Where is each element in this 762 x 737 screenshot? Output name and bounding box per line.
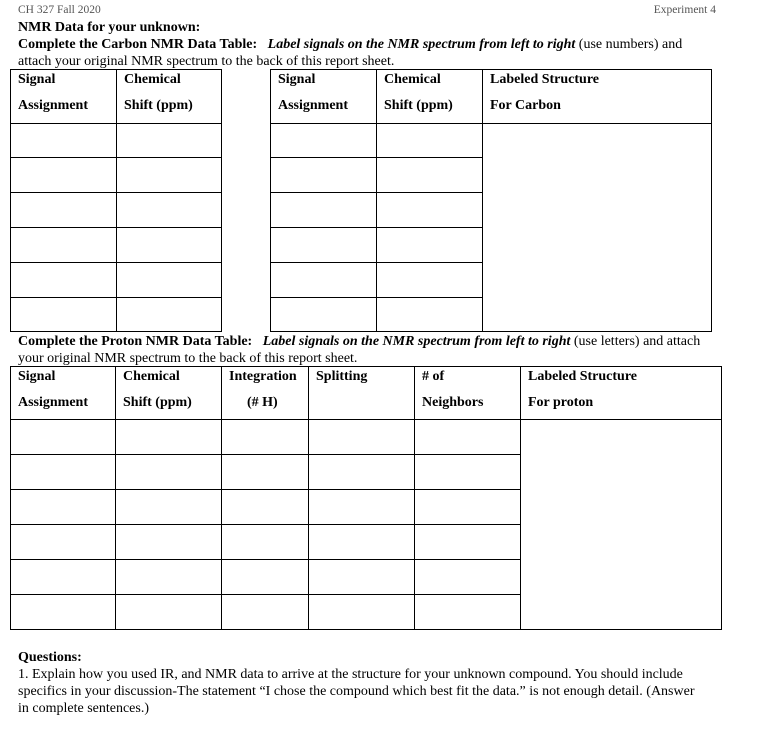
carbon-left-chemical-header: Chemical: [124, 72, 181, 87]
proton-integration-cell[interactable]: [221, 419, 309, 455]
carbon-right-shift-cell[interactable]: [376, 227, 483, 263]
carbon-right-assignment-header: Assignment: [278, 98, 349, 113]
carbon-left-shift-cell[interactable]: [116, 192, 222, 228]
carbon-left-assignment-header: Assignment: [18, 98, 89, 113]
carbon-right-signal-cell[interactable]: [270, 123, 377, 158]
proton-signal-cell[interactable]: [10, 524, 116, 560]
proton-shift-cell[interactable]: [115, 419, 222, 455]
proton-neighbors-cell[interactable]: [414, 419, 521, 455]
carbon-left-shift-cell[interactable]: [116, 262, 222, 298]
proton-integration-cell[interactable]: [221, 489, 309, 525]
carbon-left-signal-cell[interactable]: [10, 157, 117, 193]
proton-signal-cell[interactable]: [10, 489, 116, 525]
proton-shift-cell[interactable]: [115, 524, 222, 560]
carbon-right-shift-cell[interactable]: [376, 297, 483, 332]
carbon-left-signal-cell[interactable]: [10, 123, 117, 158]
experiment-label: Experiment 4: [653, 4, 716, 16]
proton-header-divider-1: [115, 366, 116, 420]
proton-neighbors-cell[interactable]: [414, 489, 521, 525]
carbon-right-shift-cell[interactable]: [376, 192, 483, 228]
proton-integration-header: Integration: [229, 369, 297, 384]
carbon-left-signal-cell[interactable]: [10, 262, 117, 298]
proton-splitting-cell[interactable]: [308, 454, 415, 490]
proton-neighbors-cell[interactable]: [414, 594, 521, 630]
proton-shift-cell[interactable]: [115, 594, 222, 630]
page-title: NMR Data for your unknown:: [18, 20, 201, 35]
proton-neighbors-cell[interactable]: [414, 559, 521, 595]
proton-instruction-bold: Complete the Proton NMR Data Table:: [18, 334, 253, 349]
proton-instruction-rest: (use letters) and attach: [570, 334, 701, 349]
carbon-left-shift-cell[interactable]: [116, 157, 222, 193]
proton-splitting-header: Splitting: [316, 369, 368, 384]
question-1-line-1: 1. Explain how you used IR, and NMR data to arrive at the structure for your unknown compound. You should include: [18, 667, 683, 682]
carbon-right-shift-header: Shift (ppm): [384, 98, 453, 113]
carbon-left-signal-cell[interactable]: [10, 227, 117, 263]
carbon-right-signal-cell[interactable]: [270, 262, 377, 298]
proton-header-divider-2: [221, 366, 222, 420]
proton-for-proton-header: For proton: [528, 395, 594, 410]
proton-splitting-cell[interactable]: [308, 489, 415, 525]
proton-chemical-header: Chemical: [123, 369, 180, 384]
proton-splitting-cell[interactable]: [308, 524, 415, 560]
carbon-left-signal-header: Signal: [18, 72, 56, 87]
proton-shift-cell[interactable]: [115, 454, 222, 490]
proton-signal-cell[interactable]: [10, 594, 116, 630]
proton-splitting-cell[interactable]: [308, 594, 415, 630]
proton-signal-header: Signal: [18, 369, 56, 384]
proton-header-divider-5: [520, 366, 521, 420]
carbon-right-shift-cell[interactable]: [376, 157, 483, 193]
carbon-right-signal-cell[interactable]: [270, 192, 377, 228]
proton-integration-cell[interactable]: [221, 594, 309, 630]
questions-heading: Questions:: [18, 650, 82, 665]
carbon-right-header-divider-2: [482, 69, 483, 124]
proton-shift-header: Shift (ppm): [123, 395, 192, 410]
proton-instruction: [18, 334, 700, 350]
carbon-left-signal-cell[interactable]: [10, 192, 117, 228]
carbon-structure-area[interactable]: [482, 123, 712, 332]
proton-structure-area[interactable]: [520, 419, 722, 630]
carbon-instruction-line2: attach your original NMR spectrum to the back of this report sheet.: [18, 54, 395, 69]
proton-splitting-cell[interactable]: [308, 419, 415, 455]
proton-integration-cell[interactable]: [221, 524, 309, 560]
carbon-left-shift-header: Shift (ppm): [124, 98, 193, 113]
proton-integration-cell[interactable]: [221, 559, 309, 595]
proton-header-divider-4: [414, 366, 415, 420]
proton-shift-cell[interactable]: [115, 489, 222, 525]
carbon-right-header-divider-1: [376, 69, 377, 124]
carbon-left-shift-cell[interactable]: [116, 123, 222, 158]
carbon-right-signal-cell[interactable]: [270, 227, 377, 263]
proton-integration-cell[interactable]: [221, 454, 309, 490]
proton-assignment-header: Assignment: [18, 395, 89, 410]
proton-signal-cell[interactable]: [10, 454, 116, 490]
carbon-instruction: [18, 37, 682, 53]
proton-neighbors-cell[interactable]: [414, 454, 521, 490]
proton-shift-cell[interactable]: [115, 559, 222, 595]
proton-num-of-header: # of: [422, 369, 445, 384]
carbon-right-chemical-header: Chemical: [384, 72, 441, 87]
carbon-right-shift-cell[interactable]: [376, 262, 483, 298]
carbon-instruction-italic: Label signals on the NMR spectrum from left to right: [267, 37, 576, 52]
proton-signal-cell[interactable]: [10, 559, 116, 595]
carbon-left-shift-cell[interactable]: [116, 227, 222, 263]
carbon-instruction-bold: Complete the Carbon NMR Data Table:: [18, 37, 258, 52]
carbon-right-shift-cell[interactable]: [376, 123, 483, 158]
course-label: CH 327 Fall 2020: [18, 4, 101, 16]
carbon-instruction-rest: (use numbers) and: [575, 37, 683, 52]
proton-instruction-italic: Label signals on the NMR spectrum from left to right: [262, 334, 571, 349]
carbon-right-signal-cell[interactable]: [270, 297, 377, 332]
proton-neighbors-cell[interactable]: [414, 524, 521, 560]
carbon-left-shift-cell[interactable]: [116, 297, 222, 332]
carbon-labeled-structure-header: Labeled Structure: [490, 72, 600, 87]
proton-labeled-structure-header: Labeled Structure: [528, 369, 638, 384]
carbon-right-signal-header: Signal: [278, 72, 316, 87]
carbon-left-signal-cell[interactable]: [10, 297, 117, 332]
proton-num-h-header: (# H): [247, 395, 278, 410]
proton-neighbors-header: Neighbors: [422, 395, 484, 410]
proton-instruction-line2: your original NMR spectrum to the back of this report sheet.: [18, 351, 358, 366]
proton-header-divider-3: [308, 366, 309, 420]
carbon-left-header-divider: [116, 69, 117, 124]
carbon-right-signal-cell[interactable]: [270, 157, 377, 193]
question-1-line-3: in complete sentences.): [18, 701, 150, 716]
carbon-for-carbon-header: For Carbon: [490, 98, 561, 113]
proton-signal-cell[interactable]: [10, 419, 116, 455]
proton-splitting-cell[interactable]: [308, 559, 415, 595]
question-1-line-2: specifics in your discussion-The statement “I chose the compound which best fit the data.” is not enough detail. (Answer: [18, 684, 695, 699]
